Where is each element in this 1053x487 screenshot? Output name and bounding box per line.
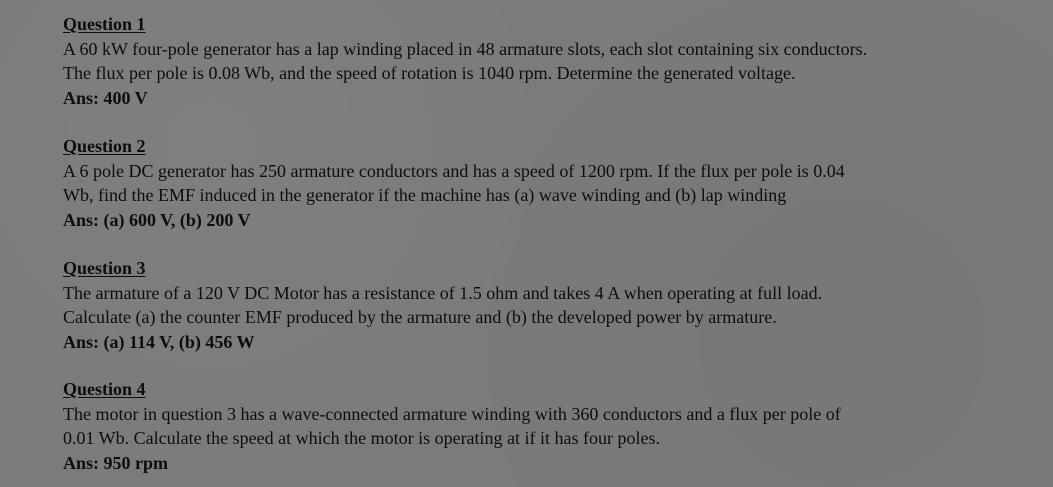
question-4 bbox=[63, 377, 1023, 475]
answer-text: Ans: (a) 600 V, (b) 200 V bbox=[63, 209, 251, 230]
question-text-line: Calculate (a) the counter EMF produced by the armature and (b) the developed power by armature. bbox=[63, 307, 777, 327]
question-text-line: Wb, find the EMF induced in the generator if the machine has (a) wave winding and (b) lap winding bbox=[63, 185, 787, 205]
question-heading: Question 1 bbox=[63, 14, 146, 34]
answer-text: Ans: 950 rpm bbox=[63, 452, 169, 473]
question-heading: Question 3 bbox=[63, 258, 146, 278]
question-2 bbox=[63, 134, 1023, 232]
question-text-line: The flux per pole is 0.08 Wb, and the speed of rotation is 1040 rpm. Determine the generated voltage. bbox=[63, 63, 796, 83]
question-1 bbox=[63, 12, 1023, 110]
question-heading: Question 4 bbox=[63, 379, 146, 399]
question-text-line: The motor in question 3 has a wave-connected armature winding with 360 conductors and a flux per pole of bbox=[63, 403, 841, 424]
answer-text: Ans: (a) 114 V, (b) 456 W bbox=[63, 331, 255, 352]
question-3 bbox=[63, 256, 1023, 354]
question-text-line: A 6 pole DC generator has 250 armature conductors and has a speed of 1200 rpm. If the flux per pole is 0.04 bbox=[63, 160, 845, 181]
question-heading: Question 2 bbox=[63, 136, 146, 156]
question-text-line: The armature of a 120 V DC Motor has a resistance of 1.5 ohm and takes 4 A when operating at full load. bbox=[63, 282, 823, 303]
question-text-line: 0.01 Wb. Calculate the speed at which the motor is operating at if it has four poles. bbox=[63, 428, 661, 448]
question-text-line: A 60 kW four-pole generator has a lap winding placed in 48 armature slots, each slot containing six conductors. bbox=[63, 38, 868, 59]
answer-text: Ans: 400 V bbox=[63, 87, 148, 108]
